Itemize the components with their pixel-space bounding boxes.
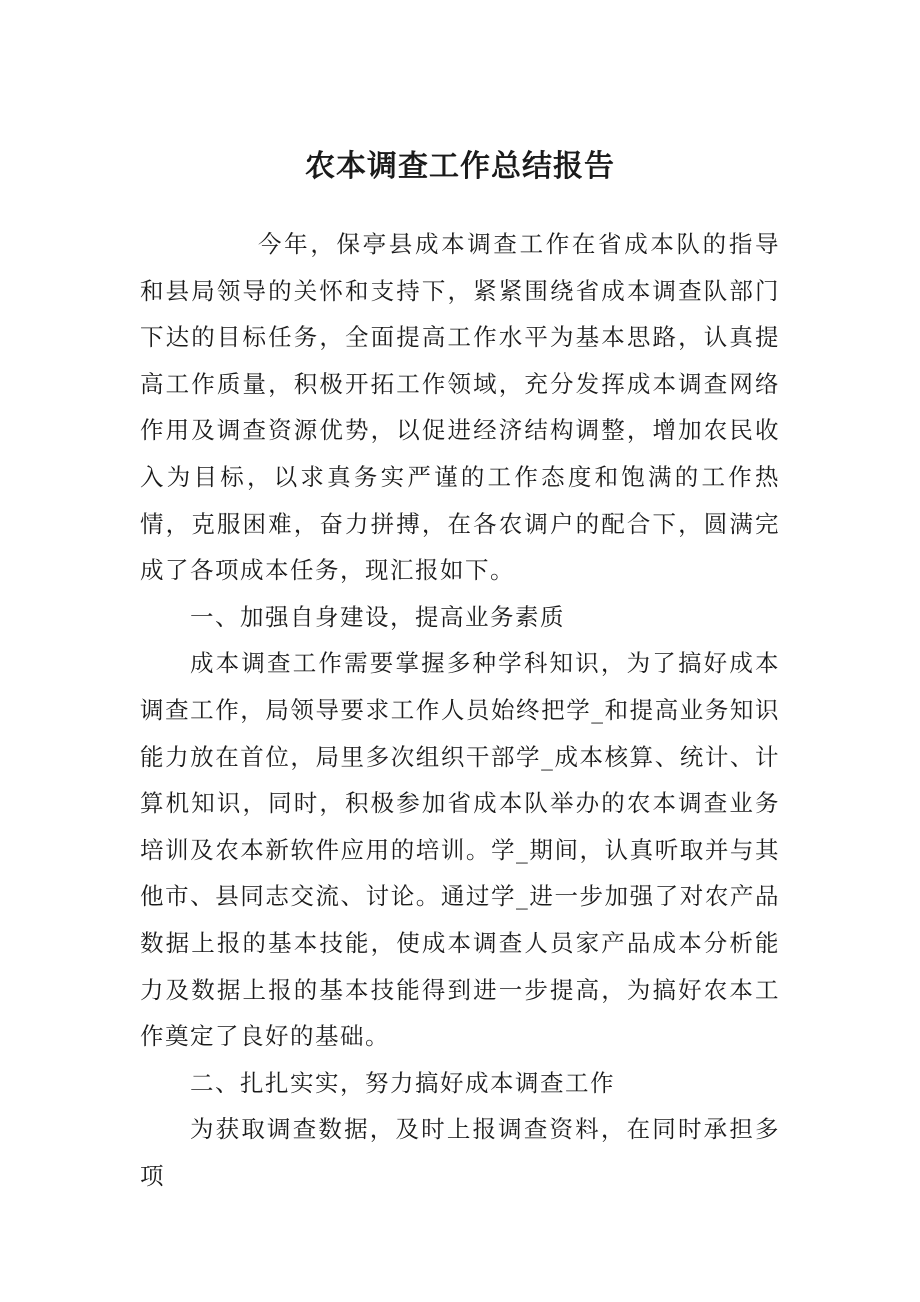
section-2-paragraph: 为获取调查数据，及时上报调查资料，在同时承担多项: [140, 1115, 780, 1190]
document-body: [140, 221, 780, 1199]
section-heading-1: 一、加强自身建设，提高业务素质: [190, 602, 565, 631]
section-heading-2: 二、扎扎实实，努力搞好成本调查工作: [190, 1068, 615, 1097]
intro-paragraph: 今年，保亭县成本调查工作在省成本队的指导和县局领导的关怀和支持下，紧紧围绕省成本调查队部门下达的目标任务，全面提高工作水平为基本思路，认真提高工作质量，积极开拓工作领域，充分发挥成本调查网络作用及调查资源优势，以促进经济结构调整，增加农民收入为目标，以求真务实严谨的工作态度和饱满的工作热情，克服困难，奋力拼搏，在各农调户的配合下，圆满完成了各项成本任务，现汇报如下。: [140, 230, 780, 585]
document-title: 农本调查工作总结报告: [305, 149, 615, 184]
section-1-paragraph: 成本调查工作需要掌握多种学科知识，为了搞好成本调查工作，局领导要求工作人员始终把学_和提高业务知识能力放在首位，局里多次组织干部学_成本核算、统计、计算机知识，同时，积极参加省成本队举办的农本调查业务培训及农本新软件应用的培训。学_期间，认真听取并与其他市、县同志交流、讨论。通过学_进一步加强了对农产品数据上报的基本技能，使成本调查人员家产品成本分析能力及数据上报的基本技能得到进一步提高，为搞好农本工作奠定了良好的基础。: [140, 649, 780, 1051]
